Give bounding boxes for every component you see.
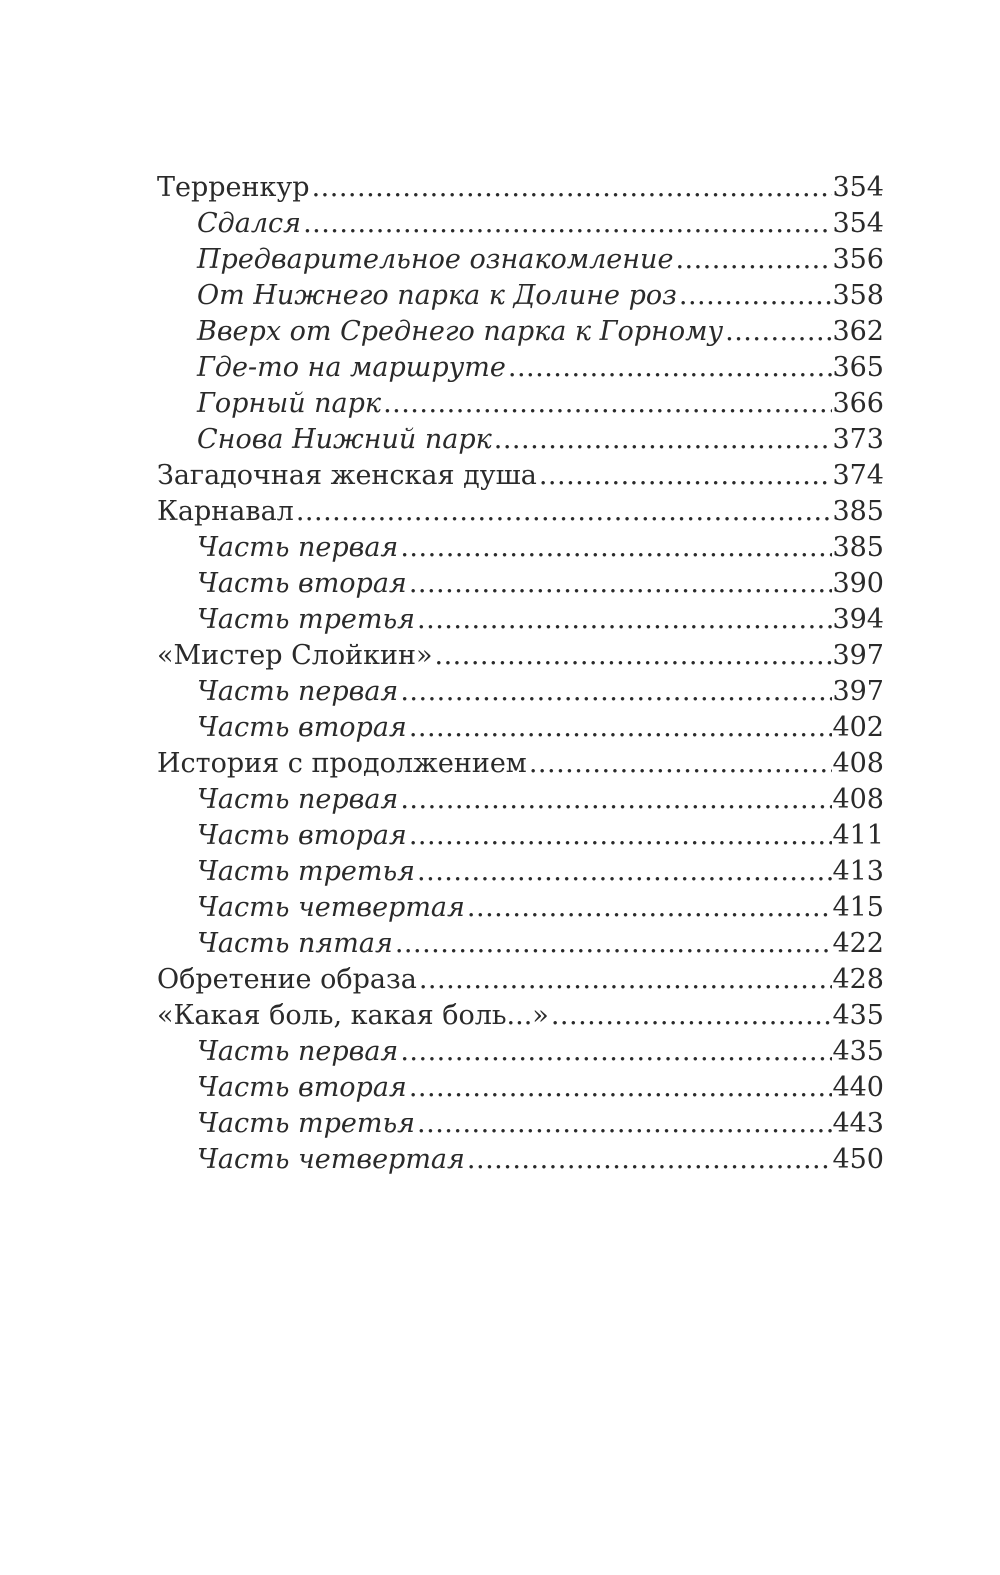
toc-leader-dots [417, 962, 833, 998]
toc-entry-title: Часть первая [197, 784, 399, 815]
toc-page-number: 358 [832, 280, 884, 311]
toc-entry[interactable] [157, 638, 884, 674]
toc-subentry[interactable] [157, 1070, 884, 1106]
toc-entry-title: От Нижнего парка к Долине роз [197, 280, 677, 311]
toc-entry[interactable] [157, 458, 884, 494]
toc-page-number: 415 [832, 892, 884, 923]
toc-leader-dots [398, 782, 832, 818]
toc-page-number: 440 [832, 1072, 884, 1103]
toc-leader-dots [310, 170, 833, 206]
toc-subentry[interactable] [157, 278, 884, 314]
toc-page-number: 428 [832, 964, 884, 995]
toc-page-number: 373 [832, 424, 884, 455]
toc-entry-title: Часть вторая [197, 1072, 407, 1103]
toc-page-number: 408 [832, 784, 884, 815]
toc-page-number: 435 [832, 1036, 884, 1067]
toc-page-number: 397 [832, 676, 884, 707]
toc-subentry[interactable] [157, 710, 884, 746]
toc-leader-dots [465, 1142, 833, 1178]
toc-page-number: 394 [832, 604, 884, 635]
toc-page-number: 356 [832, 244, 884, 275]
table-of-contents [157, 170, 884, 1178]
toc-page-number: 362 [832, 316, 884, 347]
toc-page-number: 354 [832, 208, 884, 239]
toc-entry-title: Где-то на маршруте [197, 352, 506, 383]
toc-subentry[interactable] [157, 854, 884, 890]
toc-leader-dots [415, 1106, 832, 1142]
toc-subentry[interactable] [157, 890, 884, 926]
toc-leader-dots [407, 710, 833, 746]
toc-entry[interactable] [157, 494, 884, 530]
toc-page-number: 408 [832, 748, 884, 779]
toc-entry-title: Обретение образа [157, 964, 417, 995]
toc-leader-dots [527, 746, 833, 782]
toc-entry-title: Снова Нижний парк [197, 424, 492, 455]
toc-leader-dots [465, 890, 833, 926]
toc-entry-title: «Какая боль, какая боль...» [157, 1000, 549, 1031]
toc-subentry[interactable] [157, 818, 884, 854]
toc-subentry[interactable] [157, 674, 884, 710]
toc-leader-dots [398, 1034, 832, 1070]
toc-subentry[interactable] [157, 566, 884, 602]
toc-subentry[interactable] [157, 242, 884, 278]
toc-entry-title: Часть вторая [197, 568, 407, 599]
toc-page-number: 443 [832, 1108, 884, 1139]
toc-entry-title: Часть первая [197, 1036, 399, 1067]
toc-leader-dots [294, 494, 833, 530]
toc-leader-dots [723, 314, 832, 350]
toc-entry[interactable] [157, 170, 884, 206]
toc-subentry[interactable] [157, 386, 884, 422]
toc-leader-dots [381, 386, 832, 422]
toc-page-number: 450 [832, 1144, 884, 1175]
toc-page-number: 435 [832, 1000, 884, 1031]
toc-subentry[interactable] [157, 926, 884, 962]
toc-entry-title: Сдался [197, 208, 302, 239]
toc-subentry[interactable] [157, 530, 884, 566]
toc-entry-title: Терренкур [157, 172, 310, 203]
toc-entry-title: Горный парк [197, 388, 382, 419]
toc-entry-title: Часть вторая [197, 712, 407, 743]
toc-leader-dots [415, 854, 832, 890]
toc-leader-dots [537, 458, 833, 494]
toc-subentry[interactable] [157, 1106, 884, 1142]
toc-leader-dots [433, 638, 833, 674]
toc-page-number: 366 [832, 388, 884, 419]
toc-subentry[interactable] [157, 422, 884, 458]
toc-page-number: 413 [832, 856, 884, 887]
toc-entry-title: «Мистер Слойкин» [157, 640, 433, 671]
toc-leader-dots [301, 206, 832, 242]
toc-leader-dots [673, 242, 832, 278]
toc-entry[interactable] [157, 962, 884, 998]
toc-entry-title: Часть третья [197, 1108, 416, 1139]
toc-page-number: 365 [832, 352, 884, 383]
toc-leader-dots [506, 350, 833, 386]
toc-subentry[interactable] [157, 314, 884, 350]
toc-subentry[interactable] [157, 1142, 884, 1178]
toc-entry-title: Вверх от Среднего парка к Горному [197, 316, 724, 347]
toc-page-number: 385 [832, 532, 884, 563]
toc-page-number: 397 [832, 640, 884, 671]
toc-page-number: 354 [832, 172, 884, 203]
toc-page-number: 422 [832, 928, 884, 959]
toc-entry-title: Часть первая [197, 532, 399, 563]
toc-entry-title: История с продолжением [157, 748, 527, 779]
toc-page-number: 374 [832, 460, 884, 491]
toc-entry-title: Часть четвертая [197, 1144, 465, 1175]
toc-entry-title: Часть первая [197, 676, 399, 707]
toc-entry-title: Часть вторая [197, 820, 407, 851]
toc-subentry[interactable] [157, 1034, 884, 1070]
toc-leader-dots [398, 530, 832, 566]
toc-entry-title: Часть третья [197, 856, 416, 887]
toc-leader-dots [549, 998, 833, 1034]
toc-subentry[interactable] [157, 602, 884, 638]
toc-subentry[interactable] [157, 206, 884, 242]
toc-leader-dots [407, 566, 833, 602]
toc-leader-dots [492, 422, 833, 458]
toc-leader-dots [677, 278, 833, 314]
toc-leader-dots [407, 818, 833, 854]
toc-leader-dots [407, 1070, 833, 1106]
toc-page-number: 385 [832, 496, 884, 527]
toc-leader-dots [415, 602, 832, 638]
toc-leader-dots [393, 926, 833, 962]
toc-entry-title: Карнавал [157, 496, 294, 527]
toc-entry[interactable] [157, 998, 884, 1034]
toc-entry-title: Часть четвертая [197, 892, 465, 923]
toc-subentry[interactable] [157, 782, 884, 818]
toc-leader-dots [398, 674, 832, 710]
toc-page-number: 411 [832, 820, 884, 851]
toc-entry-title: Загадочная женская душа [157, 460, 537, 491]
toc-page-number: 390 [832, 568, 884, 599]
toc-page-number: 402 [832, 712, 884, 743]
toc-subentry[interactable] [157, 350, 884, 386]
toc-entry-title: Часть пятая [197, 928, 393, 959]
toc-entry-title: Предварительное ознакомление [197, 244, 674, 275]
toc-entry-title: Часть третья [197, 604, 416, 635]
toc-entry[interactable] [157, 746, 884, 782]
